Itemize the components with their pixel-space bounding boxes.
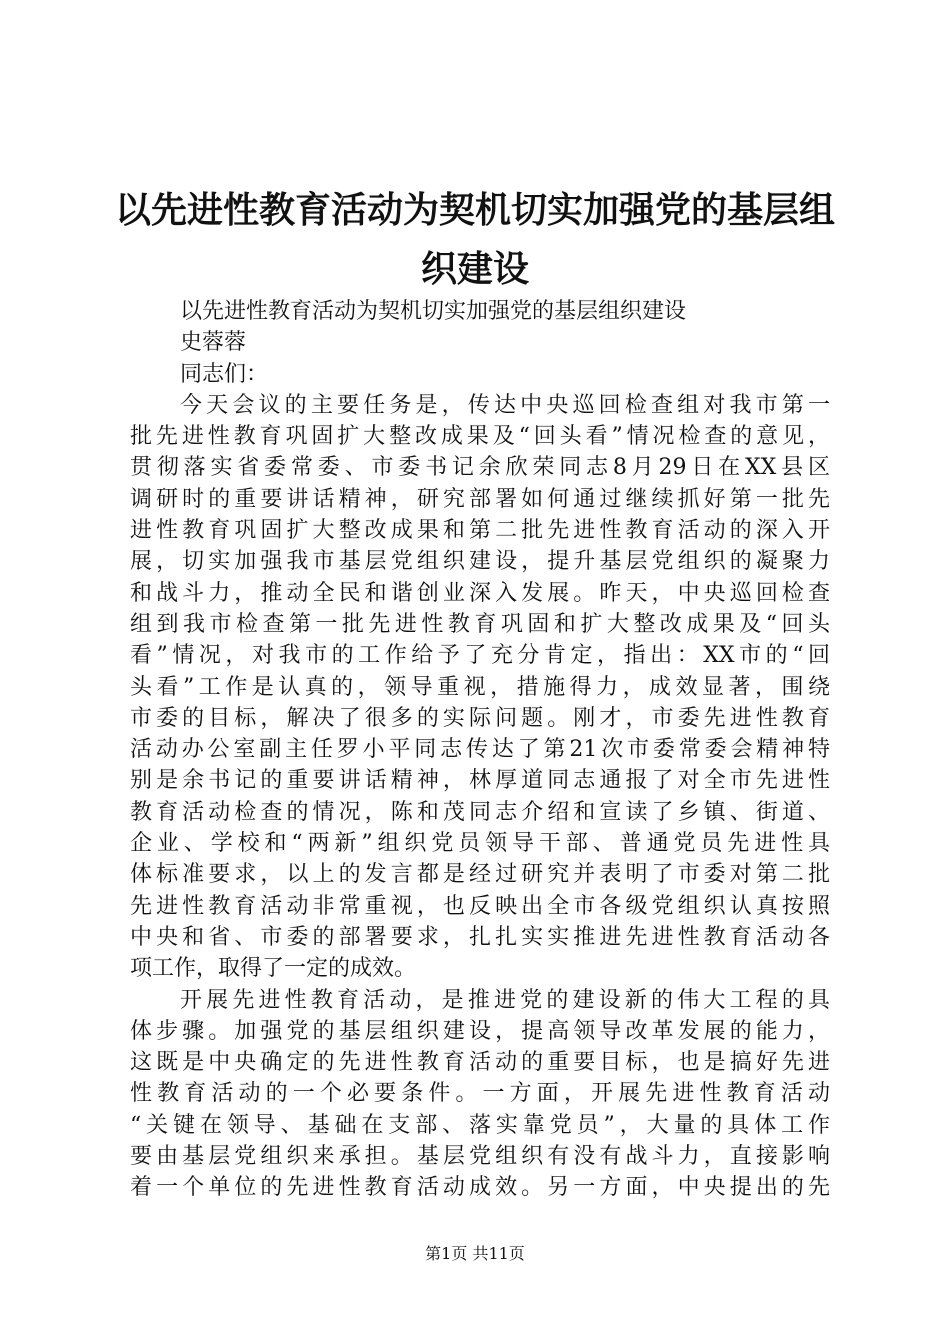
- paragraph-line: 调研时的重要讲话精神，研究部署如何通过继续抓好第一批先: [130, 486, 830, 512]
- paragraph-line: 教育活动检查的情况，陈和茂同志介绍和宣读了乡镇、街道、: [130, 799, 830, 825]
- paragraph-line: 项工作，取得了一定的成效。: [130, 956, 417, 982]
- paragraph-line: 企业、学校和“两新”组织党员领导干部、普通党员先进性具: [130, 831, 830, 857]
- paragraph-line: 体步骤。加强党的基层组织建设，提高领导改革发展的能力，: [130, 1018, 830, 1044]
- paragraph-line: 今天会议的主要任务是，传达中央巡回检查组对我市第一: [180, 392, 830, 418]
- document-title-line-1: 以先进性教育活动为契机切实加强党的基层组: [114, 190, 835, 231]
- salutation: 同志们：: [180, 361, 269, 387]
- paragraph-line: 市委的目标，解决了很多的实际问题。刚才，市委先进性教育: [130, 705, 830, 731]
- paragraph-line: 活动办公室副主任罗小平同志传达了第21次市委常委会精神特: [130, 737, 830, 763]
- paragraph-line: 展，切实加强我市基层党组织建设，提升基层党组织的凝聚力: [130, 549, 830, 575]
- paragraph-line: 中央和省、市委的部署要求，扎扎实实推进先进性教育活动各: [130, 924, 830, 950]
- paragraph-line: 组到我市检查第一批先进性教育巩固和扩大整改成果及“回头: [130, 611, 830, 637]
- paragraph-line: 性教育活动的一个必要条件。一方面，开展先进性教育活动: [130, 1081, 830, 1107]
- paragraph-line: 别是余书记的重要讲话精神，林厚道同志通报了对全市先进性: [130, 768, 830, 794]
- paragraph-line: 这既是中央确定的先进性教育活动的重要目标，也是搞好先进: [130, 1050, 830, 1076]
- paragraph-line: 批先进性教育巩固扩大整改成果及“回头看”情况检查的意见，: [130, 424, 830, 450]
- paragraph-line: 体标准要求，以上的发言都是经过研究并表明了市委对第二批: [130, 862, 830, 888]
- document-author: 史蓉蓉: [180, 330, 247, 356]
- document-body: [130, 296, 830, 1204]
- paragraph-1: [130, 390, 830, 985]
- paragraph-line: 看”情况，对我市的工作给予了充分肯定，指出：XX市的“回: [130, 643, 830, 669]
- paragraph-2: [130, 985, 830, 1204]
- paragraph-line: 和战斗力，推动全民和谐创业深入发展。昨天，中央巡回检查: [130, 580, 830, 606]
- paragraph-line: 贯彻落实省委常委、市委书记余欣荣同志8月29日在XX县区: [130, 455, 830, 481]
- paragraph-line: 先进性教育活动非常重视，也反映出全市各级党组织认真按照: [130, 893, 830, 919]
- page-footer: 第1页 共11页: [425, 1244, 525, 1263]
- paragraph-line: 进性教育巩固扩大整改成果和第二批先进性教育活动的深入开: [130, 518, 830, 544]
- paragraph-line: 开展先进性教育活动，是推进党的建设新的伟大工程的具: [180, 987, 830, 1013]
- document-subtitle: 以先进性教育活动为契机切实加强党的基层组织建设: [180, 299, 687, 324]
- paragraph-line: 着一个单位的先进性教育活动成效。另一方面，中央提出的先: [130, 1175, 830, 1201]
- paragraph-line: 要由基层党组织来承担。基层党组织有没有战斗力，直接影响: [130, 1144, 830, 1170]
- document-title-line-2: 织建设: [420, 249, 529, 290]
- paragraph-line: “关键在领导、基础在支部、落实靠党员”，大量的具体工作: [130, 1112, 830, 1138]
- paragraph-line: 头看”工作是认真的，领导重视，措施得力，成效显著，围绕: [130, 674, 830, 700]
